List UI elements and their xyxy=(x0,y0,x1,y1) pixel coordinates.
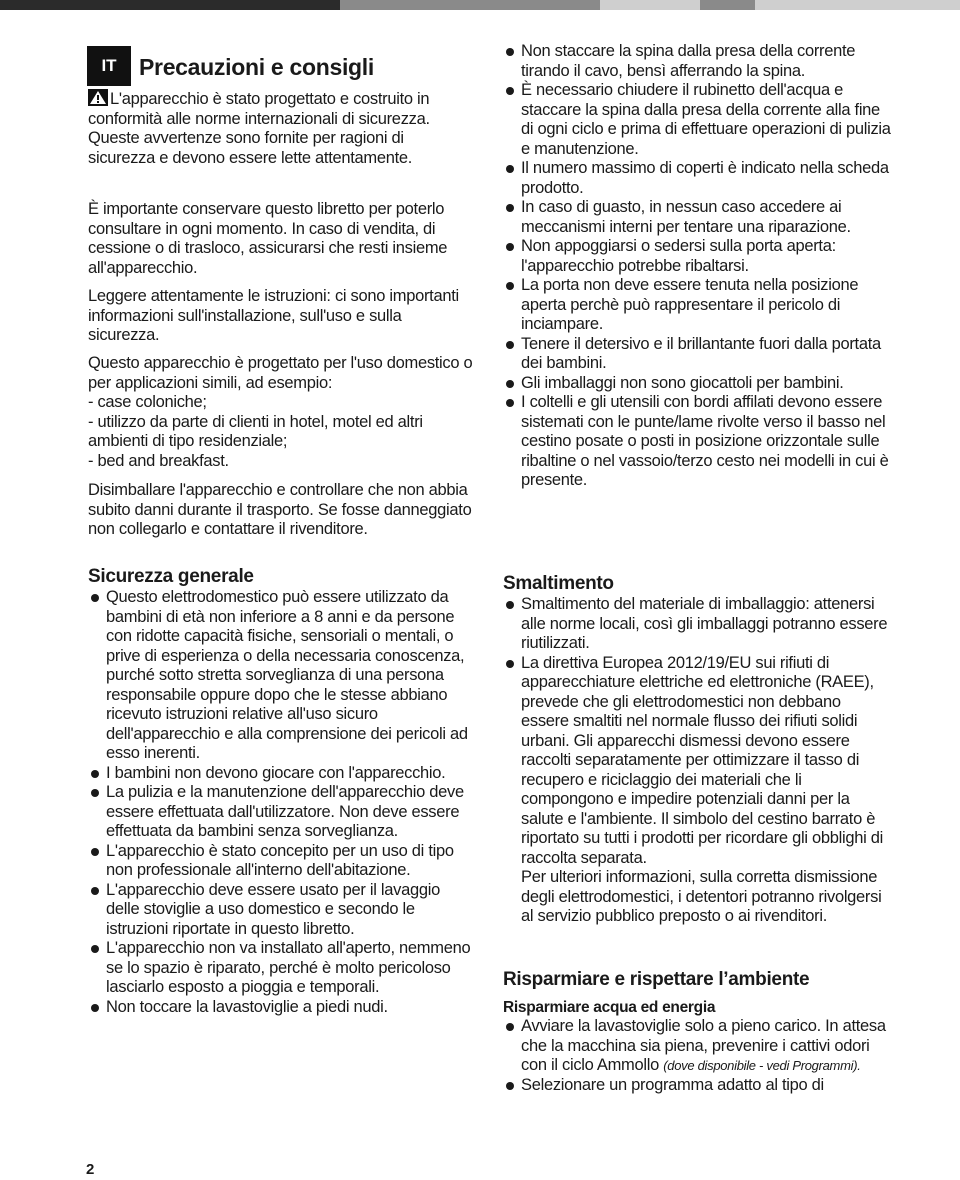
intro-paragraph-3 xyxy=(88,287,474,346)
list-item xyxy=(503,654,891,869)
list-item xyxy=(503,198,891,237)
disposal-section xyxy=(503,573,891,927)
list-item xyxy=(503,393,891,491)
intro-text-2: È importante conservare questo libretto per poterlo consultare in ogni momento. In caso di vendita, di cessione o di trasloco, assicurarsi che resti insieme all'apparecchio. xyxy=(88,200,448,277)
intro-text-1: L'apparecchio è stato progettato e costruito in conformità alle norme internazionali di sicurezza. Queste avvertenze sono fornite per ragioni di sicurezza e devono essere lette attentamente. xyxy=(88,90,430,167)
list-item xyxy=(503,1017,891,1076)
item-text: Non appoggiarsi o sedersi sulla porta aperta: l'apparecchio potrebbe ribaltarsi. xyxy=(521,237,836,275)
item-text: La porta non deve essere tenuta nella posizione aperta perchè può rappresentare il pericolo di inciampare. xyxy=(521,276,859,333)
list-item xyxy=(503,595,891,654)
list-item xyxy=(88,881,474,940)
bullet xyxy=(91,1004,99,1012)
bullet xyxy=(506,87,514,95)
top-bar-segment xyxy=(755,0,960,10)
bullet xyxy=(506,204,514,212)
safety-list-continued xyxy=(503,42,891,491)
item-text: Smaltimento del materiale di imballaggio: attenersi alle norme locali, così gli imballaggi potranno essere riutilizzati. xyxy=(521,595,888,652)
bullet xyxy=(506,601,514,609)
top-bar-segment xyxy=(700,0,755,10)
intro-paragraph-2 xyxy=(88,200,474,278)
item-note: (dove disponibile - vedi Programmi). xyxy=(663,1058,861,1073)
top-bar-segment xyxy=(0,0,340,10)
disposal-extra: Per ulteriori informazioni, sulla corretta dismissione degli elettrodomestici, i detentori potranno rivolgersi al servizio pubblico preposto o ai rivenditori. xyxy=(521,868,882,925)
bullet xyxy=(506,660,514,668)
bullet xyxy=(506,341,514,349)
item-text: L'apparecchio è stato concepito per un uso di tipo non professionale all'interno dell'abitazione. xyxy=(106,841,454,879)
item-text: Avviare la lavastoviglie solo a pieno carico. In attesa che la macchina sia piena, prevenire i cattivi odori con il ciclo Ammollo xyxy=(521,1017,886,1074)
item-text: Non toccare la lavastoviglie a piedi nudi. xyxy=(106,997,388,1016)
intro-paragraph-5 xyxy=(88,481,474,540)
intro-text-5: Disimballare l'apparecchio e controllare che non abbia subito danni durante il trasporto. Se fosse danneggiato non collegarlo e contattare il rivenditore. xyxy=(88,481,472,538)
safety-section xyxy=(88,566,474,1017)
list-item xyxy=(503,374,891,394)
item-text: Il numero massimo di coperti è indicato nella scheda prodotto. xyxy=(521,159,889,197)
item-text: I coltelli e gli utensili con bordi affilati devono essere sistemati con le punte/lame rivolte verso il basso nel cestino posate o posti in posizione orizzontale sulle ribaltine o nel vassoio/terzo cesto nei modelli in cui è presente. xyxy=(521,393,889,489)
safety-list xyxy=(88,588,474,1017)
list-item xyxy=(503,1076,891,1096)
disposal-list xyxy=(503,595,891,868)
warning-icon xyxy=(88,89,108,106)
top-bar-segment xyxy=(340,0,600,10)
usage-line: - bed and breakfast. xyxy=(88,451,229,470)
usage-line: - case coloniche; xyxy=(88,393,207,411)
disposal-title: Smaltimento xyxy=(503,573,614,594)
list-item xyxy=(503,81,891,159)
item-text: I bambini non devono giocare con l'apparecchio. xyxy=(106,763,446,782)
item-text: Tenere il detersivo e il brillantante fuori dalla portata dei bambini. xyxy=(521,334,881,372)
item-text: Selezionare un programma adatto al tipo di xyxy=(521,1075,824,1094)
bullet xyxy=(91,789,99,797)
item-text: L'apparecchio non va installato all'aperto, nemmeno se lo spazio è riparato, perché è molto pericoloso lasciarlo esposto a pioggia e temporali. xyxy=(106,939,471,996)
list-item xyxy=(88,842,474,881)
bullet xyxy=(506,48,514,56)
item-text: L'apparecchio deve essere usato per il lavaggio delle stoviglie a uso domestico e secondo le istruzioni riportate in questo libretto. xyxy=(106,880,440,938)
safety-title: Sicurezza generale xyxy=(88,566,254,587)
list-item xyxy=(503,276,891,335)
item-text: È necessario chiudere il rubinetto dell'acqua e staccare la spina dalla presa della corrente alla fine di ogni ciclo e prima di effettuare operazioni di pulizia e manutenzione. xyxy=(521,81,891,158)
list-item xyxy=(88,588,474,764)
bullet xyxy=(91,594,99,602)
usage-paragraph xyxy=(88,354,474,471)
item-text: In caso di guasto, in nessun caso accedere ai meccanismi interni per tentare una riparazione. xyxy=(521,198,851,236)
page-title: Precauzioni e consigli xyxy=(139,54,374,80)
bullet xyxy=(91,848,99,856)
bullet xyxy=(506,399,514,407)
bullet xyxy=(91,945,99,953)
list-item xyxy=(88,939,474,998)
list-item xyxy=(503,42,891,81)
bullet xyxy=(506,243,514,251)
bullet xyxy=(506,380,514,388)
top-color-bar xyxy=(0,0,960,10)
top-bar-segment xyxy=(600,0,700,10)
list-item xyxy=(88,783,474,842)
item-text: Gli imballaggi non sono giocattoli per bambini. xyxy=(521,373,844,392)
bullet xyxy=(506,1023,514,1031)
intro-text-3: Leggere attentamente le istruzioni: ci sono importanti informazioni sull'installazione, sull'uso e sulla sicurezza. xyxy=(88,287,459,344)
environment-title: Risparmiare e rispettare l’ambiente xyxy=(503,969,810,990)
bullet xyxy=(91,887,99,895)
bullet xyxy=(506,282,514,290)
language-badge: IT xyxy=(87,46,131,86)
page-number: 2 xyxy=(86,1161,95,1178)
bullet xyxy=(506,165,514,173)
item-text: La direttiva Europea 2012/19/EU sui rifiuti di apparecchiature elettriche ed elettroniche (RAEE), prevede che gli elettrodomestici non debbano essere smaltiti nel normale flusso dei rifiuti solidi urbani. Gli apparecchi dismessi devono essere raccolti separatamente per ottimizzare il tasso di recupero e riciclaggio dei materiali che li compongono e impedire potenziali danni per la salute e l'ambiente. Il simbolo del cestino barrato è riportato su tutti i prodotti per ricordare gli obblighi di raccolta separata. xyxy=(521,653,883,867)
right-column xyxy=(503,42,891,491)
bullet xyxy=(506,1082,514,1090)
bullet xyxy=(91,770,99,778)
item-text: La pulizia e la manutenzione dell'apparecchio deve essere effettuata dall'utilizzatore. Non deve essere effettuata da bambini senza sorveglianza. xyxy=(106,783,464,840)
environment-subtitle: Risparmiare acqua ed energia xyxy=(503,999,716,1016)
item-text: Questo elettrodomestico può essere utilizzato da bambini di età non inferiore a 8 anni e da persone con ridotte capacità fisiche, sensoriali o mentali, o prive di esperienza o della necessaria conoscenza, purché sotto stretta sorveglianza di una persona responsabile oppure dopo che le stesse abbiano ricevuto istruzioni relative all'uso sicuro dell'apparecchio e alla comprensione dei pericoli ad esso inerenti. xyxy=(106,588,468,762)
usage-line: - utilizzo da parte di clienti in hotel, motel ed altri ambienti di tipo residenziale; xyxy=(88,412,423,450)
intro-paragraph-1 xyxy=(88,89,474,168)
environment-list xyxy=(503,1017,891,1095)
list-item xyxy=(88,998,474,1018)
list-item xyxy=(503,159,891,198)
list-item xyxy=(503,335,891,374)
environment-section xyxy=(503,969,891,1095)
item-text: Non staccare la spina dalla presa della corrente tirando il cavo, bensì afferrando la spina. xyxy=(521,42,856,80)
usage-text: Questo apparecchio è progettato per l'uso domestico o per applicazioni simili, ad esempio: xyxy=(88,354,473,392)
list-item xyxy=(503,237,891,276)
list-item xyxy=(88,764,474,784)
